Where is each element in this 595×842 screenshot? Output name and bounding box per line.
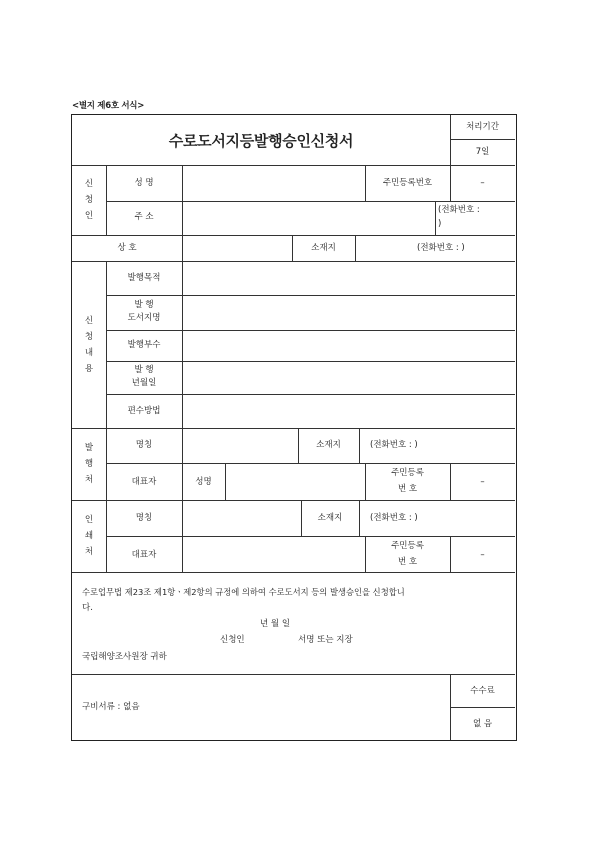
- signature-or-seal: 서명 또는 지장: [298, 635, 353, 645]
- processing-period-value: 7일: [475, 147, 490, 157]
- statement-applicant: 신청인: [220, 635, 245, 645]
- addressee: 국립해양조사원장 귀하: [82, 652, 167, 662]
- address-phone-label: (전화번호 :: [438, 205, 480, 215]
- date-label-1: 발 행: [134, 365, 154, 375]
- publisher-rep-name-label: 성명: [195, 477, 212, 487]
- trade-location-label: 소재지: [311, 243, 336, 253]
- publisher-rrn-label-2: 번 호: [397, 484, 418, 494]
- publisher-rrn-value[interactable]: –: [480, 477, 485, 487]
- address-phone-close: ): [438, 219, 442, 229]
- name-label: 성 명: [134, 178, 154, 188]
- trade-name-label: 상 호: [117, 243, 137, 253]
- publisher-phone: (전화번호 : ): [370, 440, 418, 450]
- rrn-label: 주민등록번호: [382, 178, 433, 188]
- printer-location-label: 소재지: [317, 513, 343, 523]
- method-label: 편수방법: [127, 406, 161, 416]
- publisher-section-label: 발 행 처: [84, 443, 94, 485]
- form-number-label: <별지 제6호 서식>: [72, 101, 145, 111]
- printer-rep-label: 대표자: [131, 550, 157, 560]
- printer-rrn-label-1: 주민등록: [391, 541, 424, 551]
- publisher-rrn-label-1: 주민등록: [391, 468, 424, 478]
- fee-label: 수수료: [470, 686, 495, 696]
- copies-label: 발행부수: [127, 340, 161, 350]
- book-name-label-1: 발 행: [134, 300, 154, 310]
- publisher-location-label: 소재지: [316, 440, 341, 450]
- book-name-label-2: 도서지명: [127, 313, 161, 323]
- statement-text-end: 다.: [82, 603, 93, 613]
- address-label: 주 소: [134, 212, 154, 222]
- application-form: [71, 114, 517, 741]
- trade-phone: (전화번호 : ): [417, 243, 465, 253]
- form-title: 수로도서지등발행승인신청서: [168, 132, 354, 150]
- content-section-label: 신 청 내 용: [84, 316, 94, 374]
- printer-rrn-label-2: 번 호: [397, 557, 418, 567]
- processing-period-label: 처리기간: [466, 122, 499, 132]
- printer-phone: (전화번호 : ): [370, 513, 418, 523]
- fee-value: 없 음: [472, 719, 493, 729]
- statement-text: 수로업무법 제23조 제1항ㆍ제2항의 규정에 의하여 수로도서지 등의 발생승인을 신청합니: [82, 587, 405, 597]
- statement-date: 년 월 일: [260, 619, 291, 629]
- printer-section-label: 인 쇄 처: [84, 515, 94, 557]
- printer-name-label: 명칭: [135, 513, 153, 523]
- applicant-section-label: 신 청 인: [84, 179, 94, 221]
- purpose-label: 발행목적: [127, 273, 161, 283]
- rrn-value[interactable]: –: [480, 178, 485, 188]
- publisher-rep-label: 대표자: [131, 477, 157, 487]
- publisher-name-label: 명칭: [135, 440, 153, 450]
- required-documents: 구비서류 : 없음: [82, 702, 140, 712]
- date-label-2: 년월일: [131, 378, 157, 388]
- printer-rrn-value[interactable]: –: [480, 550, 485, 560]
